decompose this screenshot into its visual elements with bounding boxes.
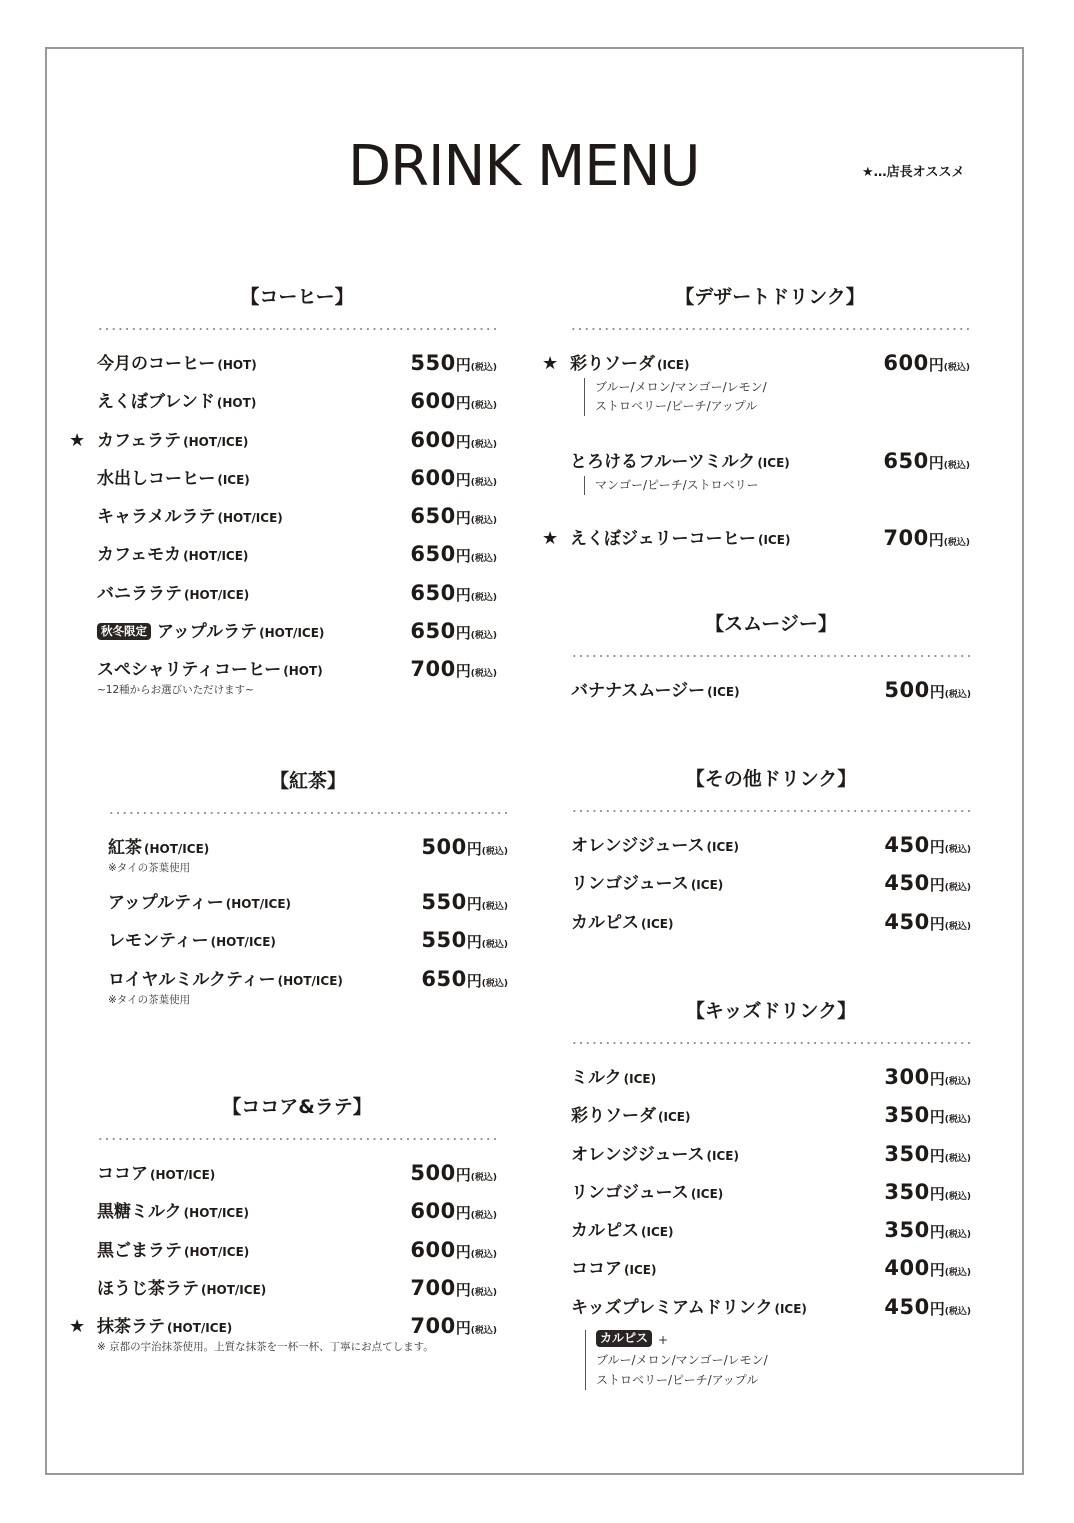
- item-name: [571, 1066, 656, 1091]
- flavor-line: マンゴー/ピーチ/ストロベリー: [595, 478, 759, 492]
- tax-included-label: (税込): [943, 461, 970, 471]
- item-name: [97, 620, 324, 645]
- tax-included-label: (税込): [944, 1306, 971, 1317]
- tax-included-label: (税込): [944, 1153, 971, 1164]
- item-price: [410, 1237, 497, 1268]
- yen-unit: 円: [929, 838, 945, 856]
- tax-included-label: (税込): [470, 1326, 497, 1337]
- section-kids-drink: [571, 997, 971, 1387]
- section-heading: 【スムージー】: [705, 613, 837, 635]
- menu-item: [69, 1314, 497, 1354]
- temperature-tag: (HOT/ICE): [183, 1206, 249, 1221]
- tax-included-label: (税込): [470, 1173, 497, 1183]
- yen-unit: 円: [929, 683, 945, 701]
- section-heading: 【紅茶】: [269, 770, 346, 792]
- item-name: [571, 1181, 723, 1206]
- temperature-tag: (HOT): [217, 358, 257, 372]
- item-price: [884, 1102, 971, 1133]
- menu-item: [69, 427, 497, 467]
- item-price: [884, 832, 971, 863]
- item-name-text: アップルティー: [108, 893, 224, 913]
- item-price: [410, 1198, 497, 1229]
- kids-premium-note: [585, 1330, 768, 1390]
- price-value: 600: [410, 427, 456, 452]
- item-name-text: ほうじ茶ラテ: [97, 1278, 199, 1299]
- price-value: 550: [421, 890, 467, 914]
- item-name-text: 今月のコーヒー: [97, 354, 216, 374]
- item-price: [421, 966, 508, 997]
- item-name: [571, 1219, 673, 1244]
- menu-item: [571, 1219, 971, 1257]
- recommended-star-icon: ★: [542, 528, 559, 549]
- yen-unit: 円: [466, 933, 482, 952]
- yen-unit: 円: [455, 547, 471, 566]
- tax-included-label: (税込): [481, 940, 508, 951]
- yen-unit: 円: [455, 1204, 471, 1223]
- item-price: [410, 580, 497, 611]
- item-name-text: スペシャリティコーヒー: [97, 660, 282, 681]
- seasonal-badge: 秋冬限定: [97, 623, 151, 640]
- menu-item: [571, 834, 971, 872]
- price-value: 650: [410, 580, 456, 605]
- item-name-text: 抹茶ラテ: [97, 1317, 165, 1338]
- yen-unit: 円: [455, 470, 471, 489]
- item-price: [884, 1064, 971, 1095]
- item-price: [883, 350, 970, 381]
- item-price: [410, 503, 497, 534]
- tax-included-label: (税込): [944, 690, 971, 700]
- temperature-tag: (HOT/ICE): [183, 549, 249, 564]
- item-name: [97, 467, 250, 492]
- tax-included-label: (税込): [944, 845, 971, 855]
- item-name: [571, 911, 673, 936]
- menu-item: [97, 658, 497, 696]
- item-name-text: 黒ごまラテ: [97, 1240, 182, 1261]
- menu-item: [97, 582, 497, 620]
- tax-included-label: (税込): [943, 538, 970, 548]
- item-name-text: リンゴジュース: [571, 874, 689, 895]
- temperature-tag: (ICE): [657, 358, 690, 372]
- tax-included-label: (税込): [470, 1287, 497, 1298]
- price-value: 600: [410, 389, 456, 414]
- tax-included-label: (税込): [944, 1191, 971, 1202]
- price-value: 350: [884, 1218, 930, 1243]
- temperature-tag: (HOT/ICE): [277, 973, 343, 988]
- yen-unit: 円: [466, 840, 482, 858]
- item-price: [883, 525, 970, 556]
- temperature-tag: (ICE): [706, 1148, 739, 1163]
- yen-unit: 円: [929, 1299, 945, 1318]
- temperature-tag: (ICE): [641, 1225, 674, 1240]
- item-name-text: リンゴジュース: [571, 1182, 689, 1203]
- price-value: 650: [883, 449, 929, 473]
- section-heading: 【その他ドリンク】: [685, 768, 857, 790]
- menu-item: [97, 620, 497, 658]
- menu-item: [542, 526, 970, 565]
- item-price: [410, 1275, 497, 1306]
- item-name: [97, 1239, 249, 1264]
- temperature-tag: (HOT/ICE): [184, 1244, 250, 1259]
- item-note: ※タイの茶葉使用: [108, 862, 191, 874]
- yen-unit: 円: [455, 356, 471, 374]
- yen-unit: 円: [455, 432, 471, 451]
- recommended-star-icon: ★: [69, 1316, 86, 1338]
- item-name: [97, 1315, 232, 1340]
- item-price: [410, 541, 497, 572]
- yen-unit: 円: [455, 1242, 471, 1261]
- tax-included-label: (税込): [944, 1230, 971, 1241]
- item-note: ~12種からお選びいただけます~: [97, 684, 254, 697]
- price-value: 450: [884, 909, 930, 934]
- item-name: [97, 429, 248, 454]
- temperature-tag: (HOT/ICE): [259, 626, 325, 641]
- tax-included-label: (税込): [470, 363, 497, 373]
- tax-included-label: (税込): [470, 516, 497, 527]
- tax-included-label: (税込): [470, 592, 497, 603]
- price-value: 550: [421, 928, 467, 953]
- menu-item: [97, 1239, 497, 1277]
- price-value: 500: [421, 835, 467, 859]
- menu-item: [571, 911, 971, 949]
- item-name-text: ミルク: [571, 1068, 622, 1088]
- menu-item: [108, 968, 508, 1006]
- section-other-drink: [571, 765, 971, 949]
- price-value: 650: [410, 504, 456, 529]
- yen-unit: 円: [929, 1184, 945, 1203]
- menu-item: [570, 450, 970, 527]
- temperature-tag: (ICE): [707, 685, 740, 699]
- menu-item: [108, 929, 508, 967]
- item-name: [108, 968, 343, 993]
- item-price: [884, 1255, 971, 1286]
- price-value: 600: [410, 1237, 456, 1262]
- temperature-tag: (ICE): [757, 533, 791, 547]
- item-name-text: カルピス: [571, 912, 639, 933]
- tax-included-label: (税込): [470, 477, 497, 488]
- item-price: [410, 656, 497, 687]
- flavor-line: ブルー/メロン/マンゴー/レモン/: [595, 380, 767, 394]
- section-heading: 【コーヒー】: [240, 286, 354, 308]
- temperature-tag: (HOT/ICE): [201, 1282, 267, 1297]
- item-name-text: ロイヤルミルクティー: [108, 969, 276, 990]
- menu-item: [571, 1181, 971, 1219]
- menu-item: [542, 351, 970, 450]
- item-price: [421, 927, 508, 958]
- item-price: [410, 427, 497, 458]
- tax-included-label: (税込): [470, 439, 497, 450]
- price-value: 500: [884, 678, 930, 702]
- temperature-tag: (ICE): [658, 1110, 691, 1125]
- menu-title: DRINK MENU: [348, 134, 700, 199]
- item-name-text: カフェモカ: [97, 545, 182, 566]
- dotted-divider: [571, 810, 971, 812]
- menu-item: [571, 1296, 971, 1334]
- price-value: 700: [410, 1314, 456, 1339]
- menu-item: [108, 836, 508, 891]
- price-value: 350: [884, 1141, 930, 1166]
- price-value: 450: [884, 871, 930, 896]
- tax-included-label: (税込): [944, 1268, 971, 1279]
- menu-item: [97, 505, 497, 543]
- item-name: [571, 679, 740, 704]
- tax-included-label: (税込): [470, 554, 497, 565]
- yen-unit: 円: [455, 662, 471, 681]
- dotted-divider: [571, 655, 971, 657]
- temperature-tag: (ICE): [706, 840, 739, 854]
- tax-included-label: (税込): [470, 1211, 497, 1222]
- tax-included-label: (税込): [470, 669, 497, 680]
- menu-item: [108, 891, 508, 929]
- item-price: [410, 618, 497, 649]
- price-value: 700: [410, 1275, 456, 1300]
- item-price: [884, 909, 971, 940]
- price-value: 450: [884, 1294, 930, 1319]
- item-name-text: 紅茶: [108, 838, 142, 858]
- yen-unit: 円: [466, 895, 482, 913]
- item-name: [97, 1162, 215, 1187]
- temperature-tag: (ICE): [690, 1186, 724, 1201]
- item-name-text: 彩りソーダ: [570, 354, 655, 374]
- yen-unit: 円: [455, 585, 471, 604]
- tax-included-label: (税込): [481, 902, 508, 912]
- item-price: [884, 1141, 971, 1172]
- item-name-text: キッズプレミアムドリンク: [571, 1297, 773, 1318]
- item-name-text: カルピス: [571, 1221, 639, 1242]
- yen-unit: 円: [455, 394, 471, 413]
- section-cocoa-latte: [69, 1093, 497, 1354]
- item-price: [410, 388, 497, 419]
- item-price: [884, 1217, 971, 1248]
- tax-included-label: (税込): [944, 1077, 971, 1087]
- dotted-divider: [571, 1042, 971, 1044]
- price-value: 600: [410, 1199, 456, 1224]
- tax-included-label: (税込): [944, 921, 971, 932]
- menu-item: [97, 1277, 497, 1315]
- item-price: [884, 870, 971, 901]
- item-name-text: カフェラテ: [97, 430, 182, 451]
- dotted-divider: [97, 1138, 497, 1140]
- menu-item: [97, 390, 497, 428]
- item-price: [421, 834, 508, 865]
- section-heading: 【キッズドリンク】: [685, 1000, 857, 1022]
- menu-item: [571, 1104, 971, 1142]
- temperature-tag: (ICE): [690, 878, 724, 893]
- item-price: [884, 1179, 971, 1210]
- yen-unit: 円: [929, 876, 945, 895]
- item-name-text: 黒糖ミルク: [97, 1202, 182, 1223]
- menu-item: [97, 467, 497, 505]
- tax-included-label: (税込): [943, 363, 970, 373]
- item-name-text: レモンティー: [108, 931, 209, 952]
- item-price: [884, 677, 971, 708]
- item-price: [410, 350, 497, 381]
- yen-unit: 円: [455, 1166, 471, 1184]
- flavor-line: ストロベリー/ピーチ/アップル: [595, 399, 758, 413]
- dotted-divider: [97, 328, 497, 330]
- recommended-star-icon: ★: [69, 429, 86, 451]
- temperature-tag: (HOT/ICE): [183, 434, 249, 449]
- item-name: [97, 1277, 266, 1302]
- temperature-tag: (ICE): [641, 916, 674, 931]
- item-name: [571, 1143, 739, 1168]
- item-name-text: キャラメルラテ: [97, 507, 216, 528]
- tax-included-label: (税込): [944, 1115, 971, 1126]
- menu-item: [97, 352, 497, 390]
- price-value: 350: [884, 1179, 930, 1204]
- yen-unit: 円: [929, 914, 945, 933]
- price-value: 650: [410, 619, 456, 644]
- item-name: [571, 834, 739, 859]
- plus-sign: +: [658, 1333, 669, 1347]
- temperature-tag: (HOT/ICE): [167, 1321, 233, 1336]
- item-name: [108, 836, 209, 861]
- dotted-divider: [570, 328, 970, 330]
- price-value: 300: [884, 1065, 930, 1089]
- recommended-star-icon: ★: [542, 353, 559, 374]
- item-price: [883, 448, 970, 479]
- item-name-text: ココア: [571, 1259, 622, 1280]
- price-value: 700: [883, 526, 929, 550]
- item-name: [97, 543, 248, 568]
- item-name: [108, 929, 276, 954]
- price-value: 450: [884, 833, 930, 857]
- item-name: [97, 352, 257, 377]
- item-name-text: バナナスムージー: [571, 681, 706, 701]
- item-name: [570, 352, 689, 377]
- item-name-text: えくぼジェリーコーヒー: [570, 529, 756, 549]
- price-value: 700: [410, 657, 456, 682]
- item-name: [97, 390, 256, 415]
- temperature-tag: (HOT/ICE): [150, 1168, 216, 1182]
- item-name: [108, 891, 291, 916]
- item-name-text: ココア: [97, 1164, 148, 1184]
- temperature-tag: (HOT/ICE): [184, 587, 250, 602]
- yen-unit: 円: [455, 1319, 471, 1338]
- tax-included-label: (税込): [481, 978, 508, 989]
- menu-item: [571, 679, 971, 717]
- calpis-base-badge: カルピス: [596, 1330, 652, 1347]
- section-smoothie: [571, 610, 971, 717]
- item-name-text: オレンジジュース: [571, 836, 705, 856]
- menu-item: [97, 1200, 497, 1238]
- item-name: [97, 1200, 249, 1225]
- item-name-text: アップルラテ: [157, 622, 258, 643]
- item-note: ※ 京都の宇治抹茶使用。上質な抹茶を一杯一杯、丁寧にお点てします。: [97, 1341, 434, 1354]
- section-coffee: [69, 283, 497, 697]
- yen-unit: 円: [455, 624, 471, 643]
- price-value: 500: [410, 1161, 456, 1185]
- yen-unit: 円: [929, 1146, 945, 1165]
- item-name: [97, 582, 249, 607]
- item-price: [410, 465, 497, 496]
- item-price: [884, 1294, 971, 1325]
- yen-unit: 円: [455, 1280, 471, 1299]
- section-heading: 【ココア&ラテ】: [222, 1096, 372, 1118]
- price-value: 350: [884, 1103, 930, 1128]
- item-name: [570, 527, 790, 552]
- item-note: ※タイの茶葉使用: [108, 993, 191, 1006]
- tax-included-label: (税込): [470, 631, 497, 642]
- temperature-tag: (HOT/ICE): [225, 897, 292, 911]
- flavor-line: ストロベリー/ピーチ/アップル: [596, 1373, 759, 1387]
- yen-unit: 円: [929, 1070, 945, 1088]
- yen-unit: 円: [929, 1223, 945, 1242]
- tax-included-label: (税込): [470, 401, 497, 412]
- price-value: 600: [883, 351, 929, 375]
- item-price: [410, 1160, 497, 1191]
- item-name: [571, 1296, 807, 1321]
- temperature-tag: (ICE): [623, 1072, 657, 1086]
- tax-included-label: (税込): [944, 883, 971, 894]
- yen-unit: 円: [928, 454, 944, 472]
- flavor-list: [584, 476, 759, 495]
- temperature-tag: (HOT): [283, 664, 323, 679]
- temperature-tag: (ICE): [757, 456, 790, 470]
- price-value: 600: [410, 465, 456, 490]
- yen-unit: 円: [929, 1261, 945, 1280]
- price-value: 650: [421, 966, 467, 991]
- recommendation-legend: ★…店長オススメ: [862, 165, 965, 180]
- flavor-list: [584, 378, 767, 416]
- temperature-tag: (ICE): [774, 1301, 807, 1316]
- yen-unit: 円: [928, 531, 944, 549]
- item-name: [571, 1104, 690, 1129]
- item-name-text: とろけるフルーツミルク: [570, 452, 756, 472]
- item-price: [421, 889, 508, 920]
- item-name-text: バニララテ: [97, 583, 182, 604]
- temperature-tag: (ICE): [217, 472, 250, 487]
- flavor-line: ブルー/メロン/マンゴー/レモン/: [596, 1353, 768, 1367]
- item-name-text: 彩りソーダ: [571, 1106, 656, 1127]
- tax-included-label: (税込): [481, 847, 508, 857]
- menu-item: [571, 1143, 971, 1181]
- menu-item: [97, 1162, 497, 1200]
- price-value: 550: [410, 351, 456, 375]
- price-value: 400: [884, 1256, 930, 1281]
- temperature-tag: (ICE): [624, 1263, 657, 1278]
- temperature-tag: (HOT/ICE): [210, 935, 276, 950]
- dotted-divider: [108, 812, 508, 814]
- yen-unit: 円: [929, 1108, 945, 1127]
- menu-item: [97, 543, 497, 581]
- yen-unit: 円: [466, 971, 482, 990]
- item-name-text: えくぼブレンド: [97, 392, 215, 413]
- item-name: [571, 872, 723, 897]
- temperature-tag: (HOT): [216, 396, 257, 411]
- menu-item: [571, 1257, 971, 1295]
- menu-item: [571, 1066, 971, 1104]
- price-value: 650: [410, 542, 456, 567]
- menu-item: [571, 872, 971, 910]
- item-name: [571, 1257, 656, 1282]
- item-name: [97, 505, 283, 530]
- yen-unit: 円: [455, 509, 471, 528]
- yen-unit: 円: [928, 356, 944, 374]
- section-dessert-drink: [542, 283, 970, 565]
- section-tea: [108, 767, 508, 1006]
- item-name: [570, 450, 790, 475]
- section-heading: 【デザートドリンク】: [675, 286, 865, 308]
- temperature-tag: (HOT/ICE): [217, 511, 283, 526]
- item-name-text: 水出しコーヒー: [97, 468, 216, 489]
- temperature-tag: (HOT/ICE): [144, 842, 210, 856]
- tax-included-label: (税込): [470, 1249, 497, 1260]
- item-name-text: オレンジジュース: [571, 1144, 705, 1165]
- item-name: [97, 658, 323, 683]
